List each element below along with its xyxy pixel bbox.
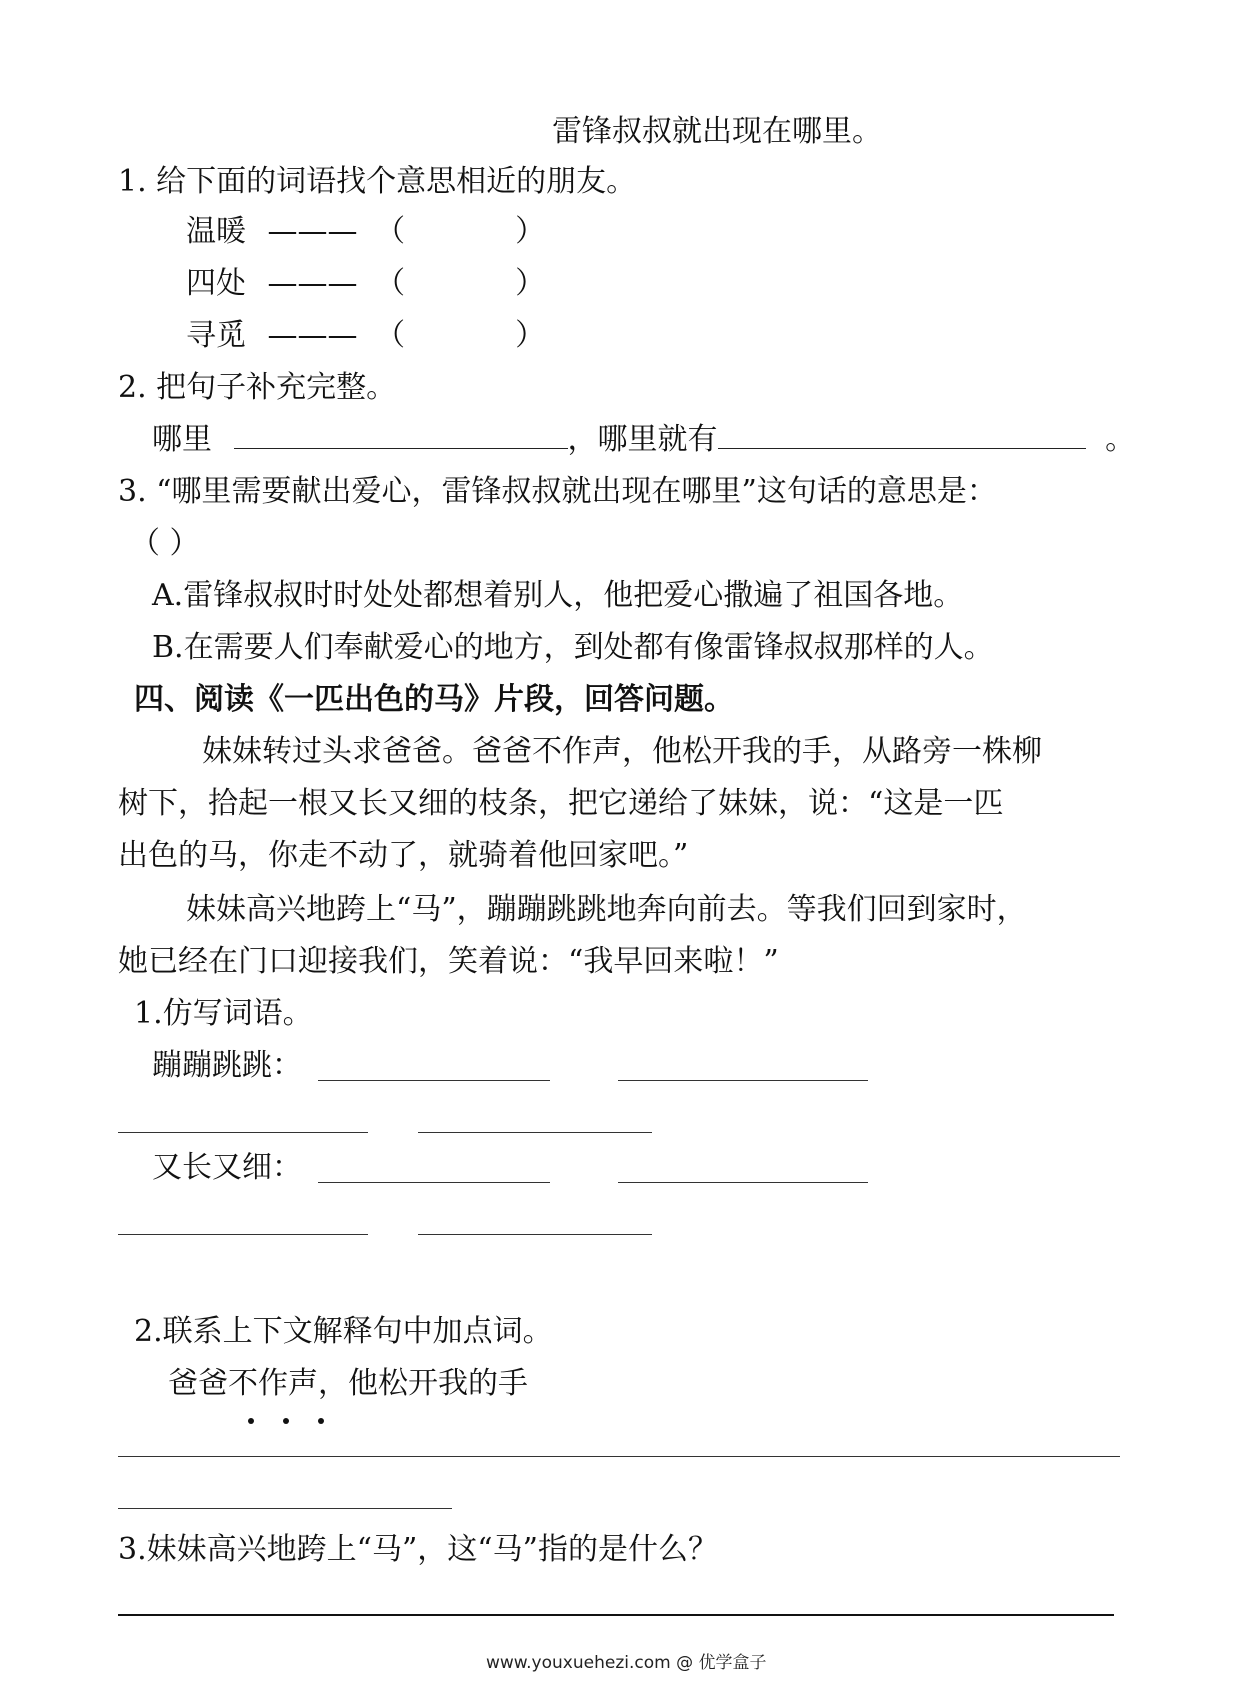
emphasis-dot	[318, 1418, 324, 1424]
fill-blank-1[interactable]	[234, 420, 568, 449]
question-2-title: 2. 把句子补充完整。	[118, 370, 397, 405]
section-4-heading: 四、阅读《一匹出色的马》片段，回答问题。	[134, 682, 734, 717]
question-3-title: 3. “哪里需要献出爱心，雷锋叔叔就出现在哪里”这句话的意思是：	[118, 474, 997, 509]
answer-line[interactable]	[318, 1080, 550, 1081]
answer-line[interactable]	[118, 1132, 368, 1133]
paren-open: （	[375, 266, 406, 301]
synonym-word: 温暖	[186, 214, 246, 249]
dash: ———	[267, 214, 358, 249]
sub-question-3-title: 3.妹妹高兴地跨上“马”，这“马”指的是什么？	[118, 1532, 718, 1567]
paren-close: ）	[515, 214, 546, 249]
synonym-word: 四处	[186, 266, 246, 301]
answer-line[interactable]	[118, 1456, 1120, 1457]
passage-line: 树下，拾起一根又长又细的枝条，把它递给了妹妹，说：“这是一匹	[118, 786, 1004, 821]
passage-line: 妹妹转过头求爸爸。爸爸不作声，他松开我的手，从路旁一株柳	[202, 734, 1042, 769]
answer-line[interactable]	[418, 1234, 652, 1235]
dash: ———	[267, 318, 358, 353]
emphasis-dot	[248, 1418, 254, 1424]
answer-line[interactable]	[418, 1132, 652, 1133]
footer-watermark: www.youxuehezi.com @ 优学盒子	[486, 1653, 767, 1673]
option-b: B.在需要人们奉献爱心的地方，到处都有像雷锋叔叔那样的人。	[152, 630, 994, 665]
paren-close: ）	[515, 266, 546, 301]
imitate-word-1: 蹦蹦跳跳：	[152, 1048, 302, 1083]
answer-line[interactable]	[118, 1614, 1114, 1616]
passage-line: 妹妹高兴地跨上“马”，蹦蹦跳跳地奔向前去。等我们回到家时，	[186, 892, 1027, 927]
paren-open: （	[375, 214, 406, 249]
paren-open: （	[375, 318, 406, 353]
option-a: A.雷锋叔叔时时处处都想着别人，他把爱心撒遍了祖国各地。	[152, 578, 964, 613]
fill-sentence	[152, 420, 1135, 460]
answer-line[interactable]	[318, 1182, 550, 1183]
sentence-end: 。	[1105, 422, 1136, 457]
imitate-word-2: 又长又细：	[152, 1150, 302, 1185]
choice-answer-blank[interactable]: （ ）	[130, 526, 200, 561]
continuation-line: 雷锋叔叔就出现在哪里。	[552, 114, 882, 149]
dash: ———	[267, 266, 358, 301]
dotted-sentence: 爸爸不作声，他松开我的手	[168, 1366, 528, 1401]
sentence-part-1: 哪里	[152, 422, 212, 457]
passage-line: 出色的马，你走不动了，就骑着他回家吧。”	[118, 838, 689, 873]
paren-close: ）	[515, 318, 546, 353]
answer-line[interactable]	[618, 1182, 868, 1183]
sub-question-1-title: 1.仿写词语。	[134, 996, 313, 1031]
synonym-word: 寻觅	[186, 318, 246, 353]
fill-blank-2[interactable]	[718, 420, 1086, 449]
synonym-row	[186, 316, 545, 356]
passage-line: 她已经在门口迎接我们，笑着说：“我早回来啦！”	[118, 944, 779, 979]
answer-line[interactable]	[118, 1234, 368, 1235]
sentence-part-2: ，哪里就有	[567, 422, 718, 457]
synonym-row	[186, 264, 545, 304]
question-1-title: 1. 给下面的词语找个意思相近的朋友。	[118, 164, 637, 199]
synonym-row	[186, 212, 545, 252]
answer-line[interactable]	[118, 1508, 452, 1509]
emphasis-dot	[283, 1418, 289, 1424]
answer-line[interactable]	[618, 1080, 868, 1081]
sub-question-2-title: 2.联系上下文解释句中加点词。	[134, 1314, 553, 1349]
